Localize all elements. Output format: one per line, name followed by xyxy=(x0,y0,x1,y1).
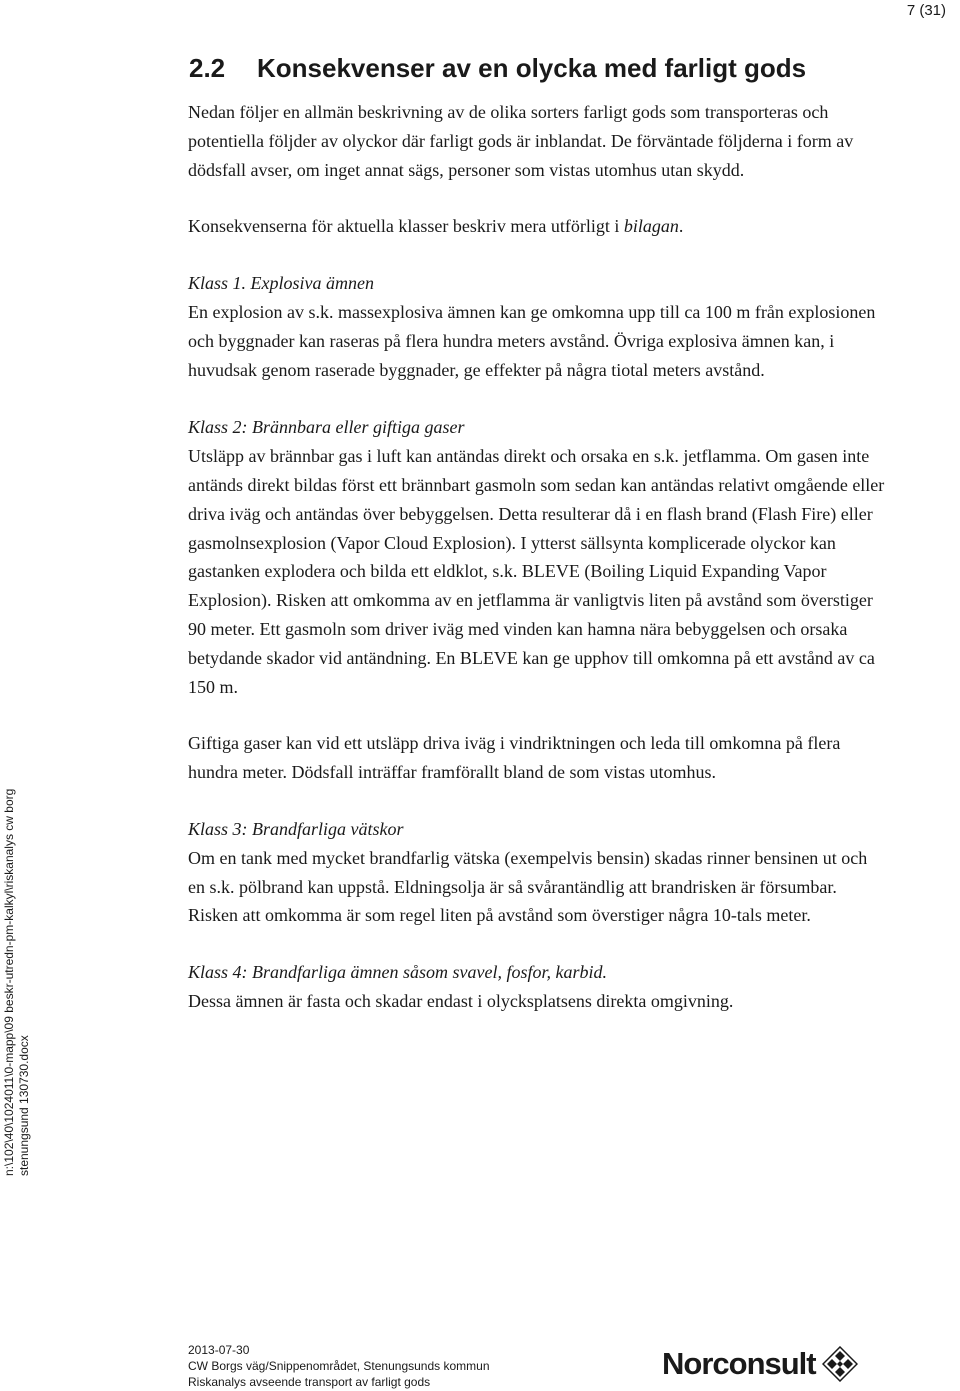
class-1-paragraph: En explosion av s.k. massexplosiva ämnen kan ge omkomna upp till ca 100 m från explosionen och byggnader kan raseras på flera hundra meters avstånd. Övriga explosiva ämnen kan, i huvudsak genom raserade byggnader, ge effekter på några tiotal meters avstånd. xyxy=(188,301,876,380)
footer-date: 2013-07-30 xyxy=(188,1343,250,1357)
section-heading xyxy=(189,50,806,86)
norconsult-diamond-logo-icon xyxy=(822,1346,858,1382)
bilagan-reference: bilagan xyxy=(623,216,679,237)
class-2-paragraph-1: Utsläpp av brännbar gas i luft kan antändas direkt och orsaka en s.k. jetflamma. Om gasen inte antänds direkt bildas först ett brännbart gasmoln som sedan kan antändas relativt omgående eller driva iväg och antändas över bebyggelsen. Detta resulterar då i en flash brand (Flash Fire) eller gasmolnsexplosion (Vapor Cloud Explosion). I ytterst sällsynta komplicerade olyckor kan gastanken explodera och bilda ett eldklot, s.k. BLEVE (Boiling Liquid Expanding Vapor Explosion). Risken att omkomma av en jetflamma är vanligtvis liten på avstånd som överstiger 90 meter. Ett gasmoln som driver iväg med vinden kan hamna nära bebyggelsen och orsaka betydande skador vid antändning. En BLEVE kan ge upphov till omkomna på ett avstånd av ca 150 m. xyxy=(188,446,885,697)
class-1-title: Klass 1. Explosiva ämnen xyxy=(188,273,374,294)
class-4-paragraph: Dessa ämnen är fasta och skadar endast i olycksplatsens direkta omgivning. xyxy=(188,990,734,1011)
intro-end: . xyxy=(678,216,684,237)
section-title: Konsekvenser av en olycka med farligt gods xyxy=(257,53,807,83)
body-content xyxy=(188,98,888,1016)
page-footer xyxy=(188,1342,490,1390)
class-3-title: Klass 3: Brandfarliga vätskor xyxy=(188,818,404,839)
class-3-paragraph: Om en tank med mycket brandfarlig vätska (exempelvis bensin) skadas rinner bensinen ut och en s.k. pölbrand kan uppstå. Eldningsolja är så svårantändlig att brandrisken är försumbar. Risken att omkomma är som regel liten på avstånd som överstiger några 10-tals meter. xyxy=(188,847,868,926)
norconsult-logo xyxy=(662,1344,858,1384)
page-number: 7 (31) xyxy=(906,2,946,19)
section-number: 2.2 xyxy=(189,53,226,83)
class-4-title: Klass 4: Brandfarliga ämnen såsom svavel, fosfor, karbid. xyxy=(188,962,608,983)
intro-bilagan-paragraph xyxy=(188,212,888,241)
class-2-title: Klass 2: Brännbara eller giftiga gaser xyxy=(188,417,465,438)
footer-doc-title: Riskanalys avseende transport av farligt gods xyxy=(188,1375,431,1389)
intro-bilagan-text: Konsekvenserna för aktuella klasser beskriv mera utförligt i xyxy=(188,216,624,237)
side-file-path-line-1: n:\102\40\1024011\0-mapp\09 beskr-utredn-pm-kalkyl\riskanalys cw borg xyxy=(2,788,16,1176)
side-file-path xyxy=(0,758,32,1178)
footer-client: CW Borgs väg/Snippenområdet, Stenungsunds kommun xyxy=(188,1359,490,1373)
logo-text: Norconsult xyxy=(662,1346,816,1381)
side-file-path-line-2: stenungsund 130730.docx xyxy=(17,1035,31,1176)
intro-paragraph: Nedan följer en allmän beskrivning av de olika sorters farligt gods som transporteras och potentiella följder av olyckor där farligt gods är inblandat. De förväntade följderna i form av dödsfall avser, om inget annat sägs, personer som vistas utomhus utan skydd. xyxy=(188,102,854,180)
class-2-paragraph-2: Giftiga gaser kan vid ett utsläpp driva iväg i vindriktningen och leda till omkomna på flera hundra meter. Dödsfall inträffar framförallt bland de som vistas utomhus. xyxy=(188,733,841,783)
